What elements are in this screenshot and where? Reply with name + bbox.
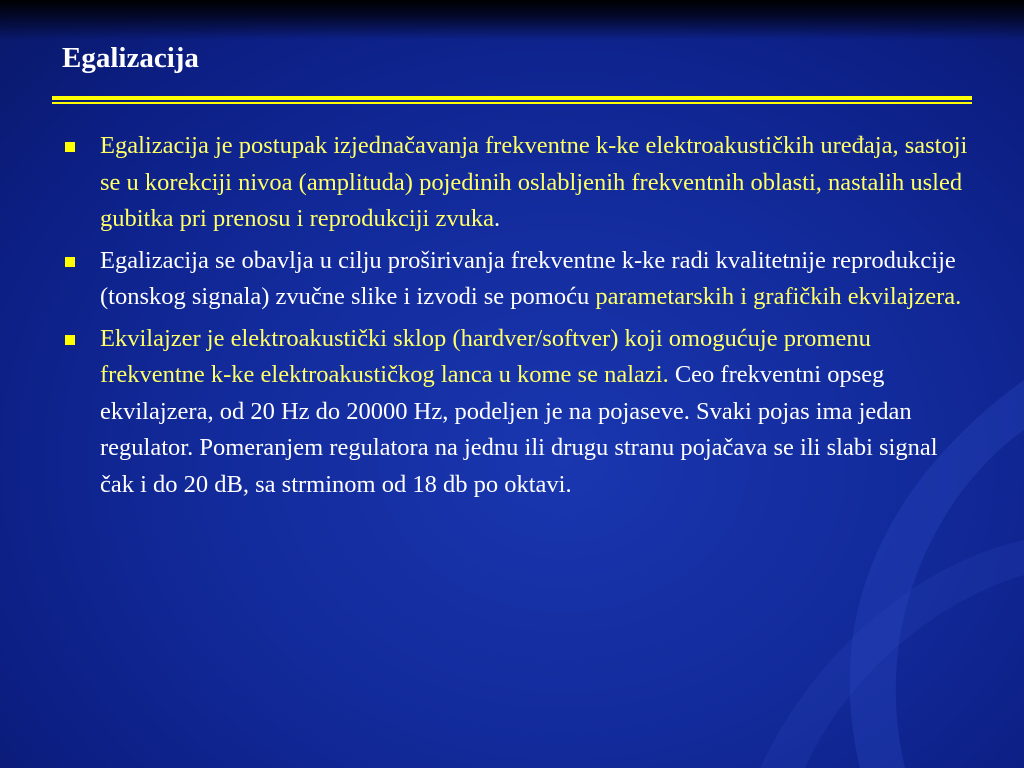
bullet-1-text: . [493,205,501,232]
bullet-3-highlight-text: Ekvilajzer je elektroakustički sklop (hardver/softver) koji omogućuje promenu frekventne k-ke elektroakustičkog lanca u kome se nalazi. [100,324,871,388]
bullet-3-text: Ceo frekventni opseg ekvilajzera, od 20 Hz do 20000 Hz, podeljen je na pojaseve. Svaki pojas ima jedan regulator. Pomeranjem regulatora na jednu ili drugu stranu pojačava se ili slabi signal čak i do 20 dB, sa strminom od 18 db po oktavi. [100,361,938,498]
bullet-list [60,128,970,508]
bullet-2-highlight-text: parametarskih i grafičkih ekvilajzera. [595,283,962,310]
bullet-item-2 [60,243,970,316]
square-bullet-icon [65,335,75,345]
bullet-1-highlight-text: Egalizacija je postupak izjednačavanja frekventne k-ke elektroakustičkih uređaja, sastoji se u korekciji nivoa (amplituda) pojedinih oslabljenih frekventnih oblasti, nastalih usled gubitka pri prenosu i reprodukciji zvuka [100,132,968,232]
slide-title: Egalizacija [62,42,199,74]
bullet-item-1 [60,128,970,238]
square-bullet-icon [65,257,75,267]
title-divider-thick [52,96,972,100]
square-bullet-icon [65,142,75,152]
title-divider-thin [52,102,972,104]
bullet-item-3 [60,321,970,504]
bullet-2-text: Egalizacija se obavlja u cilju proširivanja frekventne k-ke radi kvalitetnije reprodukcije (tonskog signala) zvučne slike i izvodi se pomoću [100,246,956,310]
